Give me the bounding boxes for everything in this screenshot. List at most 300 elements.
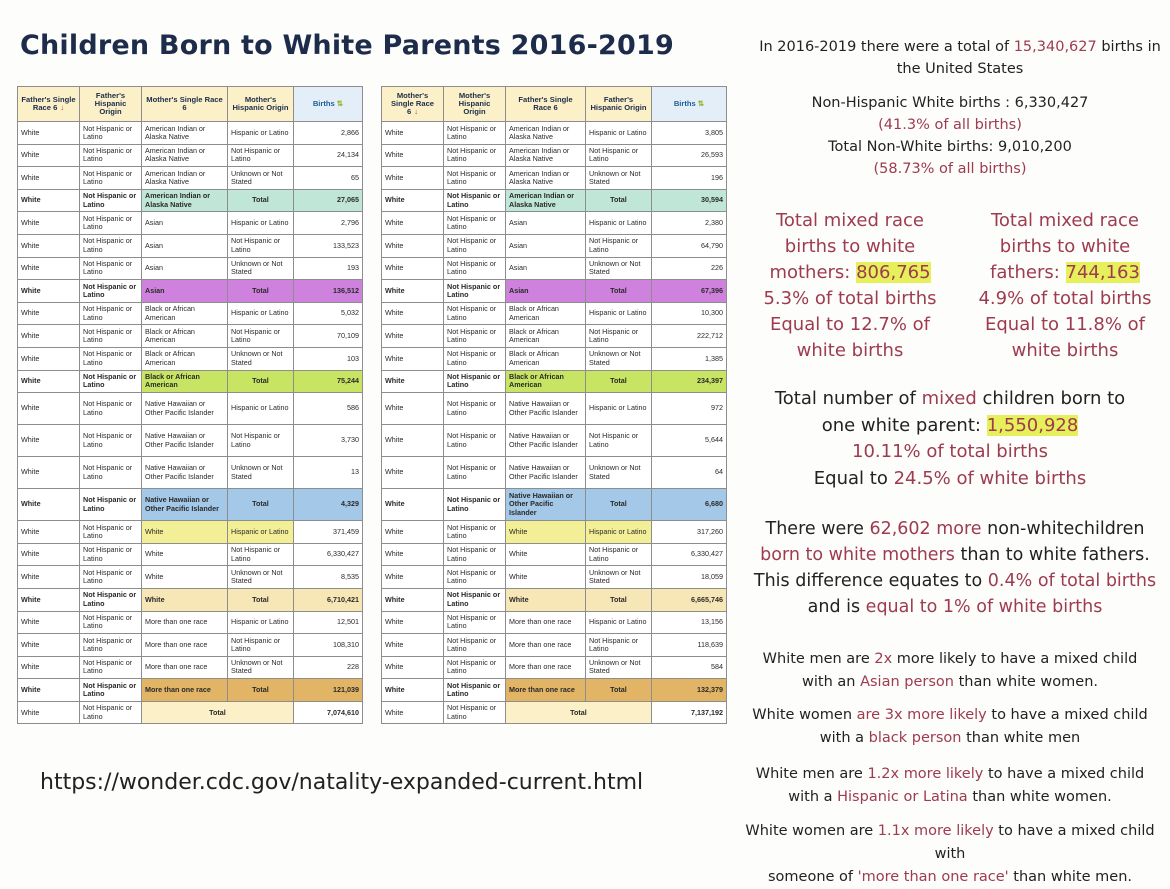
births-cell: 27,065 bbox=[294, 189, 363, 212]
births-cell: 64,790 bbox=[652, 234, 727, 257]
table-subtotal-row bbox=[18, 189, 363, 212]
comp-text: than white men bbox=[966, 730, 1081, 746]
other-race-cell: White bbox=[506, 543, 586, 566]
race-cell: White bbox=[18, 656, 80, 679]
race-cell: White bbox=[18, 280, 80, 303]
other-race-cell: Black or African American bbox=[142, 302, 228, 325]
births-cell: 6,330,427 bbox=[652, 543, 727, 566]
table-row bbox=[18, 144, 363, 167]
mixed-births-fathers bbox=[960, 208, 1170, 364]
race-cell: White bbox=[18, 611, 80, 634]
origin-cell: Not Hispanic or Latino bbox=[80, 144, 142, 167]
race-cell: White bbox=[18, 167, 80, 190]
origin-cell: Not Hispanic or Latino bbox=[444, 167, 506, 190]
table-row bbox=[382, 122, 727, 145]
births-cell: 13 bbox=[294, 457, 363, 489]
table-row bbox=[382, 167, 727, 190]
other-race-cell: Black or African American bbox=[142, 347, 228, 370]
nonwhite-births-pct: (58.73% of all births) bbox=[873, 161, 1027, 177]
other-race-cell: American Indian or Alaska Native bbox=[506, 144, 586, 167]
comp-text: with an bbox=[802, 674, 856, 690]
other-race-cell: Black or African American bbox=[506, 347, 586, 370]
comp-text: than white women. bbox=[972, 789, 1112, 805]
other-origin-cell: Total bbox=[228, 370, 294, 393]
table-row bbox=[18, 393, 363, 425]
race-cell: White bbox=[382, 347, 444, 370]
race-cell: White bbox=[18, 425, 80, 457]
column-header-label: Mother's Hispanic Origin bbox=[232, 94, 289, 112]
other-origin-cell: Total bbox=[586, 679, 652, 702]
births-cell: 972 bbox=[652, 393, 727, 425]
comp-text: White women bbox=[752, 707, 853, 723]
other-race-cell: More than one race bbox=[506, 611, 586, 634]
other-race-cell: American Indian or Alaska Native bbox=[142, 167, 228, 190]
other-race-cell: White bbox=[506, 566, 586, 589]
origin-cell: Not Hispanic or Latino bbox=[80, 679, 142, 702]
fathers-line1: Total mixed race bbox=[990, 210, 1140, 231]
births-cell: 67,396 bbox=[652, 280, 727, 303]
births-cell: 317,260 bbox=[652, 521, 727, 544]
births-column-header[interactable] bbox=[652, 87, 727, 122]
other-race-cell: American Indian or Alaska Native bbox=[506, 189, 586, 212]
other-origin-cell: Unknown or Not Stated bbox=[586, 257, 652, 280]
births-cell: 70,109 bbox=[294, 325, 363, 348]
mothers-pct-white-1: Equal to 12.7% of bbox=[769, 314, 930, 335]
column-header-label: Father's Single Race 6 bbox=[518, 94, 573, 112]
race-cell: White bbox=[382, 393, 444, 425]
table-subtotal-row bbox=[382, 370, 727, 393]
column-header bbox=[142, 87, 228, 122]
origin-cell: Not Hispanic or Latino bbox=[444, 489, 506, 521]
births-cell: 193 bbox=[294, 257, 363, 280]
origin-cell: Not Hispanic or Latino bbox=[444, 302, 506, 325]
births-cell: 6,680 bbox=[652, 489, 727, 521]
comp-text: with a bbox=[819, 730, 865, 746]
total-births-statement bbox=[750, 36, 1170, 80]
page-title: Children Born to White Parents 2016-2019 bbox=[20, 30, 674, 61]
column-header-label: Mother's Single Race 6 bbox=[390, 90, 435, 117]
other-origin-cell: Hispanic or Latino bbox=[586, 611, 652, 634]
column-header-label: Father's Hispanic Origin bbox=[590, 94, 647, 112]
births-column-header[interactable] bbox=[294, 87, 363, 122]
race-cell: White bbox=[382, 457, 444, 489]
other-origin-cell: Not Hispanic or Latino bbox=[228, 234, 294, 257]
births-cell: 26,593 bbox=[652, 144, 727, 167]
table-row bbox=[382, 393, 727, 425]
other-race-cell: More than one race bbox=[142, 634, 228, 657]
one-white-line1 bbox=[750, 386, 1150, 413]
other-race-cell: Black or African American bbox=[506, 370, 586, 393]
origin-cell: Not Hispanic or Latino bbox=[80, 189, 142, 212]
table-grand-total-row bbox=[18, 701, 363, 724]
table-row bbox=[18, 425, 363, 457]
race-cell: White bbox=[18, 588, 80, 611]
table-row bbox=[18, 234, 363, 257]
race-cell: White bbox=[18, 370, 80, 393]
other-origin-cell: Total bbox=[586, 370, 652, 393]
other-race-cell: Black or African American bbox=[506, 325, 586, 348]
race-cell: White bbox=[382, 280, 444, 303]
comp-text: with a bbox=[788, 789, 833, 805]
other-origin-cell: Total bbox=[586, 489, 652, 521]
table-row bbox=[382, 521, 727, 544]
race-cell: White bbox=[382, 167, 444, 190]
origin-cell: Not Hispanic or Latino bbox=[444, 257, 506, 280]
race-cell: White bbox=[18, 566, 80, 589]
one-white-parent-summary bbox=[750, 386, 1150, 492]
race-cell: White bbox=[382, 234, 444, 257]
origin-cell: Not Hispanic or Latino bbox=[444, 189, 506, 212]
origin-cell: Not Hispanic or Latino bbox=[444, 325, 506, 348]
origin-cell: Not Hispanic or Latino bbox=[444, 611, 506, 634]
comp-highlight: Asian person bbox=[860, 674, 954, 690]
births-cell: 136,512 bbox=[294, 280, 363, 303]
race-cell: White bbox=[18, 489, 80, 521]
race-cell: White bbox=[18, 457, 80, 489]
other-origin-cell: Unknown or Not Stated bbox=[228, 257, 294, 280]
mothers-pct-total: 5.3% of total births bbox=[763, 288, 937, 309]
sort-descending-icon[interactable]: ↓ bbox=[60, 103, 65, 112]
other-origin-cell: Total bbox=[586, 280, 652, 303]
origin-cell: Not Hispanic or Latino bbox=[444, 566, 506, 589]
other-origin-cell: Total bbox=[228, 189, 294, 212]
table-subtotal-row bbox=[382, 189, 727, 212]
births-cell: 584 bbox=[652, 656, 727, 679]
other-race-cell: Black or African American bbox=[142, 370, 228, 393]
comp-text: more likely to have a mixed child bbox=[896, 651, 1138, 667]
comp-text: someone of bbox=[767, 869, 854, 885]
other-origin-cell: Hispanic or Latino bbox=[228, 393, 294, 425]
table-row bbox=[382, 611, 727, 634]
other-origin-cell: Total bbox=[586, 588, 652, 611]
fathers-births-table bbox=[17, 86, 363, 724]
births-cell: 226 bbox=[652, 257, 727, 280]
table-row bbox=[18, 457, 363, 489]
diff-d: children bbox=[1074, 519, 1145, 539]
fathers-prefix: fathers: bbox=[990, 262, 1060, 283]
race-cell: White bbox=[18, 144, 80, 167]
other-race-cell: Asian bbox=[506, 280, 586, 303]
other-race-cell: American Indian or Alaska Native bbox=[142, 189, 228, 212]
other-origin-cell: Unknown or Not Stated bbox=[586, 347, 652, 370]
grand-total-label: Total bbox=[142, 701, 294, 724]
table-subtotal-row bbox=[18, 489, 363, 521]
origin-cell: Not Hispanic or Latino bbox=[80, 325, 142, 348]
column-header bbox=[506, 87, 586, 122]
diff-j: equal to 1% of white births bbox=[865, 597, 1103, 617]
comparison-hispanic bbox=[740, 763, 1160, 809]
table-row bbox=[382, 457, 727, 489]
diff-line2 bbox=[745, 542, 1165, 568]
births-cell: 2,796 bbox=[294, 212, 363, 235]
column-header bbox=[444, 87, 506, 122]
table-subtotal-row bbox=[382, 588, 727, 611]
comp-text: to have a mixed child bbox=[991, 707, 1148, 723]
other-race-cell: Asian bbox=[506, 212, 586, 235]
other-race-cell: Native Hawaiian or Other Pacific Islander bbox=[506, 425, 586, 457]
fathers-pct-total: 4.9% of total births bbox=[978, 288, 1152, 309]
table-row bbox=[382, 656, 727, 679]
column-header-label: Father's Single Race 6 bbox=[21, 94, 76, 112]
sort-arrows-icon[interactable]: ⇅ bbox=[336, 98, 344, 108]
other-origin-cell: Not Hispanic or Latino bbox=[586, 325, 652, 348]
other-race-cell: More than one race bbox=[506, 679, 586, 702]
other-origin-cell: Unknown or Not Stated bbox=[586, 167, 652, 190]
one-white-text-a: Total number of bbox=[774, 388, 916, 409]
table-subtotal-row bbox=[18, 280, 363, 303]
other-race-cell: Native Hawaiian or Other Pacific Islander bbox=[142, 393, 228, 425]
origin-cell: Not Hispanic or Latino bbox=[444, 347, 506, 370]
race-cell: White bbox=[18, 234, 80, 257]
race-cell: White bbox=[382, 489, 444, 521]
origin-cell: Not Hispanic or Latino bbox=[444, 679, 506, 702]
column-header bbox=[382, 87, 444, 122]
column-header bbox=[228, 87, 294, 122]
origin-cell: Not Hispanic or Latino bbox=[80, 457, 142, 489]
race-cell: White bbox=[382, 656, 444, 679]
race-cell: White bbox=[18, 521, 80, 544]
births-cell: 132,379 bbox=[652, 679, 727, 702]
race-cell: White bbox=[18, 393, 80, 425]
comp-highlight: 'more than one race' bbox=[857, 869, 1009, 885]
one-white-text-c: children born to bbox=[982, 388, 1126, 409]
other-race-cell: American Indian or Alaska Native bbox=[142, 144, 228, 167]
other-origin-cell: Unknown or Not Stated bbox=[586, 656, 652, 679]
other-origin-cell: Hispanic or Latino bbox=[228, 611, 294, 634]
race-cell: White bbox=[18, 701, 80, 724]
mixed-births-mothers bbox=[745, 208, 955, 364]
other-race-cell: White bbox=[142, 521, 228, 544]
other-origin-cell: Not Hispanic or Latino bbox=[228, 425, 294, 457]
table-row bbox=[382, 566, 727, 589]
race-cell: White bbox=[382, 521, 444, 544]
fathers-line3 bbox=[960, 260, 1170, 286]
origin-cell: Not Hispanic or Latino bbox=[444, 457, 506, 489]
table-row bbox=[18, 325, 363, 348]
births-cell: 64 bbox=[652, 457, 727, 489]
table-row bbox=[18, 122, 363, 145]
diff-a: There were bbox=[765, 519, 864, 539]
other-race-cell: Native Hawaiian or Other Pacific Islander bbox=[142, 457, 228, 489]
comp-highlight: are 3x more likely bbox=[856, 707, 987, 723]
other-race-cell: American Indian or Alaska Native bbox=[506, 122, 586, 145]
other-origin-cell: Not Hispanic or Latino bbox=[228, 543, 294, 566]
comp-text: White women are bbox=[745, 823, 874, 839]
births-cell: 2,380 bbox=[652, 212, 727, 235]
origin-cell: Not Hispanic or Latino bbox=[80, 566, 142, 589]
table-row bbox=[382, 302, 727, 325]
other-origin-cell: Hispanic or Latino bbox=[228, 302, 294, 325]
comp-text: to have a mixed child bbox=[987, 766, 1145, 782]
comp-text: than white women. bbox=[958, 674, 1098, 690]
diff-g: This difference equates to bbox=[753, 571, 983, 591]
other-origin-cell: Hispanic or Latino bbox=[586, 212, 652, 235]
table-header-row bbox=[382, 87, 727, 122]
other-origin-cell: Hispanic or Latino bbox=[586, 393, 652, 425]
white-births-pct: (41.3% of all births) bbox=[878, 117, 1022, 133]
origin-cell: Not Hispanic or Latino bbox=[444, 425, 506, 457]
origin-cell: Not Hispanic or Latino bbox=[80, 212, 142, 235]
other-race-cell: White bbox=[506, 521, 586, 544]
table-subtotal-row bbox=[382, 280, 727, 303]
origin-cell: Not Hispanic or Latino bbox=[80, 167, 142, 190]
one-white-value: 1,550,928 bbox=[986, 414, 1079, 436]
table-row bbox=[382, 144, 727, 167]
race-cell: White bbox=[18, 302, 80, 325]
race-cell: White bbox=[18, 543, 80, 566]
race-cell: White bbox=[382, 566, 444, 589]
race-cell: White bbox=[18, 212, 80, 235]
mothers-value: 806,765 bbox=[856, 262, 931, 283]
fathers-pct-white-2: white births bbox=[1011, 340, 1119, 361]
diff-f: than to white fathers. bbox=[960, 545, 1150, 565]
other-race-cell: Asian bbox=[506, 257, 586, 280]
births-cell: 196 bbox=[652, 167, 727, 190]
other-origin-cell: Unknown or Not Stated bbox=[228, 457, 294, 489]
diff-e: born to white mothers bbox=[760, 545, 955, 565]
other-race-cell: Native Hawaiian or Other Pacific Islander bbox=[142, 489, 228, 521]
origin-cell: Not Hispanic or Latino bbox=[80, 489, 142, 521]
race-cell: White bbox=[18, 347, 80, 370]
mothers-line1: Total mixed race bbox=[775, 210, 925, 231]
fathers-line2: births to white bbox=[999, 236, 1131, 257]
table-row bbox=[382, 325, 727, 348]
origin-cell: Not Hispanic or Latino bbox=[80, 370, 142, 393]
origin-cell: Not Hispanic or Latino bbox=[80, 425, 142, 457]
other-race-cell: Native Hawaiian or Other Pacific Islander bbox=[506, 489, 586, 521]
column-header-label: Births bbox=[673, 98, 696, 108]
other-race-cell: American Indian or Alaska Native bbox=[142, 122, 228, 145]
comp-highlight: 2x bbox=[874, 651, 893, 667]
diff-line3 bbox=[745, 568, 1165, 594]
births-cell: 371,459 bbox=[294, 521, 363, 544]
race-cell: White bbox=[382, 325, 444, 348]
comp-text: than white men. bbox=[1013, 869, 1132, 885]
other-origin-cell: Unknown or Not Stated bbox=[228, 656, 294, 679]
births-cell: 65 bbox=[294, 167, 363, 190]
race-cell: White bbox=[18, 122, 80, 145]
race-cell: White bbox=[382, 370, 444, 393]
total-births-text: In 2016-2019 there were a total of bbox=[759, 39, 1010, 55]
other-race-cell: Native Hawaiian or Other Pacific Islander bbox=[506, 457, 586, 489]
one-white-text-b: mixed bbox=[921, 388, 977, 409]
one-white-line4 bbox=[750, 466, 1150, 493]
other-race-cell: Asian bbox=[142, 212, 228, 235]
births-cell: 6,665,746 bbox=[652, 588, 727, 611]
race-cell: White bbox=[382, 302, 444, 325]
mothers-births-table bbox=[381, 86, 727, 724]
race-cell: White bbox=[382, 611, 444, 634]
other-origin-cell: Not Hispanic or Latino bbox=[228, 144, 294, 167]
other-origin-cell: Not Hispanic or Latino bbox=[228, 634, 294, 657]
other-race-cell: Black or African American bbox=[506, 302, 586, 325]
other-origin-cell: Unknown or Not Stated bbox=[586, 566, 652, 589]
table-row bbox=[18, 656, 363, 679]
grand-total-births: 7,137,192 bbox=[652, 701, 727, 724]
other-origin-cell: Not Hispanic or Latino bbox=[586, 634, 652, 657]
comp-highlight: Hispanic or Latina bbox=[837, 789, 968, 805]
table-subtotal-row bbox=[382, 679, 727, 702]
other-origin-cell: Unknown or Not Stated bbox=[228, 566, 294, 589]
births-cell: 3,730 bbox=[294, 425, 363, 457]
race-cell: White bbox=[382, 588, 444, 611]
table-subtotal-row bbox=[18, 679, 363, 702]
table-row bbox=[382, 347, 727, 370]
origin-cell: Not Hispanic or Latino bbox=[80, 234, 142, 257]
comp-highlight: 1.2x more likely bbox=[867, 766, 984, 782]
births-cell: 586 bbox=[294, 393, 363, 425]
race-cell: White bbox=[382, 144, 444, 167]
comp-text: White men are bbox=[755, 766, 863, 782]
race-cell: White bbox=[382, 257, 444, 280]
comparison-asian bbox=[740, 648, 1160, 694]
other-race-cell: Asian bbox=[142, 234, 228, 257]
other-origin-cell: Hispanic or Latino bbox=[228, 521, 294, 544]
race-cell: White bbox=[382, 189, 444, 212]
race-cell: White bbox=[382, 701, 444, 724]
origin-cell: Not Hispanic or Latino bbox=[444, 543, 506, 566]
mothers-pct-white-2: white births bbox=[796, 340, 904, 361]
total-births-text-end: births in the United States bbox=[896, 39, 1161, 77]
births-cell: 24,134 bbox=[294, 144, 363, 167]
column-header bbox=[80, 87, 142, 122]
table-row bbox=[18, 566, 363, 589]
fathers-value: 744,163 bbox=[1065, 262, 1140, 283]
comp-text: to have a mixed child with bbox=[934, 823, 1155, 862]
other-origin-cell: Total bbox=[228, 679, 294, 702]
other-origin-cell: Not Hispanic or Latino bbox=[586, 144, 652, 167]
other-race-cell: White bbox=[506, 588, 586, 611]
births-cell: 228 bbox=[294, 656, 363, 679]
births-cell: 8,535 bbox=[294, 566, 363, 589]
race-cell: White bbox=[382, 425, 444, 457]
table-row bbox=[18, 521, 363, 544]
column-header bbox=[18, 87, 80, 122]
table-subtotal-row bbox=[382, 489, 727, 521]
table-row bbox=[18, 302, 363, 325]
total-births-value: 15,340,627 bbox=[1013, 39, 1097, 55]
table-row bbox=[382, 257, 727, 280]
sort-arrows-icon[interactable]: ⇅ bbox=[697, 98, 705, 108]
race-cell: White bbox=[18, 634, 80, 657]
origin-cell: Not Hispanic or Latino bbox=[80, 393, 142, 425]
source-url: https://wonder.cdc.gov/natality-expanded-current.html bbox=[40, 770, 644, 795]
births-cell: 30,594 bbox=[652, 189, 727, 212]
table-row bbox=[18, 257, 363, 280]
origin-cell: Not Hispanic or Latino bbox=[444, 701, 506, 724]
table-row bbox=[382, 634, 727, 657]
other-race-cell: White bbox=[142, 588, 228, 611]
table-row bbox=[18, 543, 363, 566]
origin-cell: Not Hispanic or Latino bbox=[444, 280, 506, 303]
other-race-cell: More than one race bbox=[506, 656, 586, 679]
diff-i: and is bbox=[807, 597, 861, 617]
births-table-white-fathers bbox=[17, 86, 363, 724]
origin-cell: Not Hispanic or Latino bbox=[444, 656, 506, 679]
other-origin-cell: Unknown or Not Stated bbox=[228, 347, 294, 370]
race-cell: White bbox=[382, 212, 444, 235]
sort-descending-icon[interactable]: ↓ bbox=[414, 107, 419, 117]
race-cell: White bbox=[18, 679, 80, 702]
births-cell: 5,032 bbox=[294, 302, 363, 325]
births-cell: 222,712 bbox=[652, 325, 727, 348]
mothers-line3 bbox=[745, 260, 955, 286]
table-row bbox=[382, 543, 727, 566]
comp-highlight: 1.1x more likely bbox=[877, 823, 994, 839]
table-row bbox=[18, 634, 363, 657]
births-cell: 103 bbox=[294, 347, 363, 370]
comp-text: White men are bbox=[762, 651, 870, 667]
